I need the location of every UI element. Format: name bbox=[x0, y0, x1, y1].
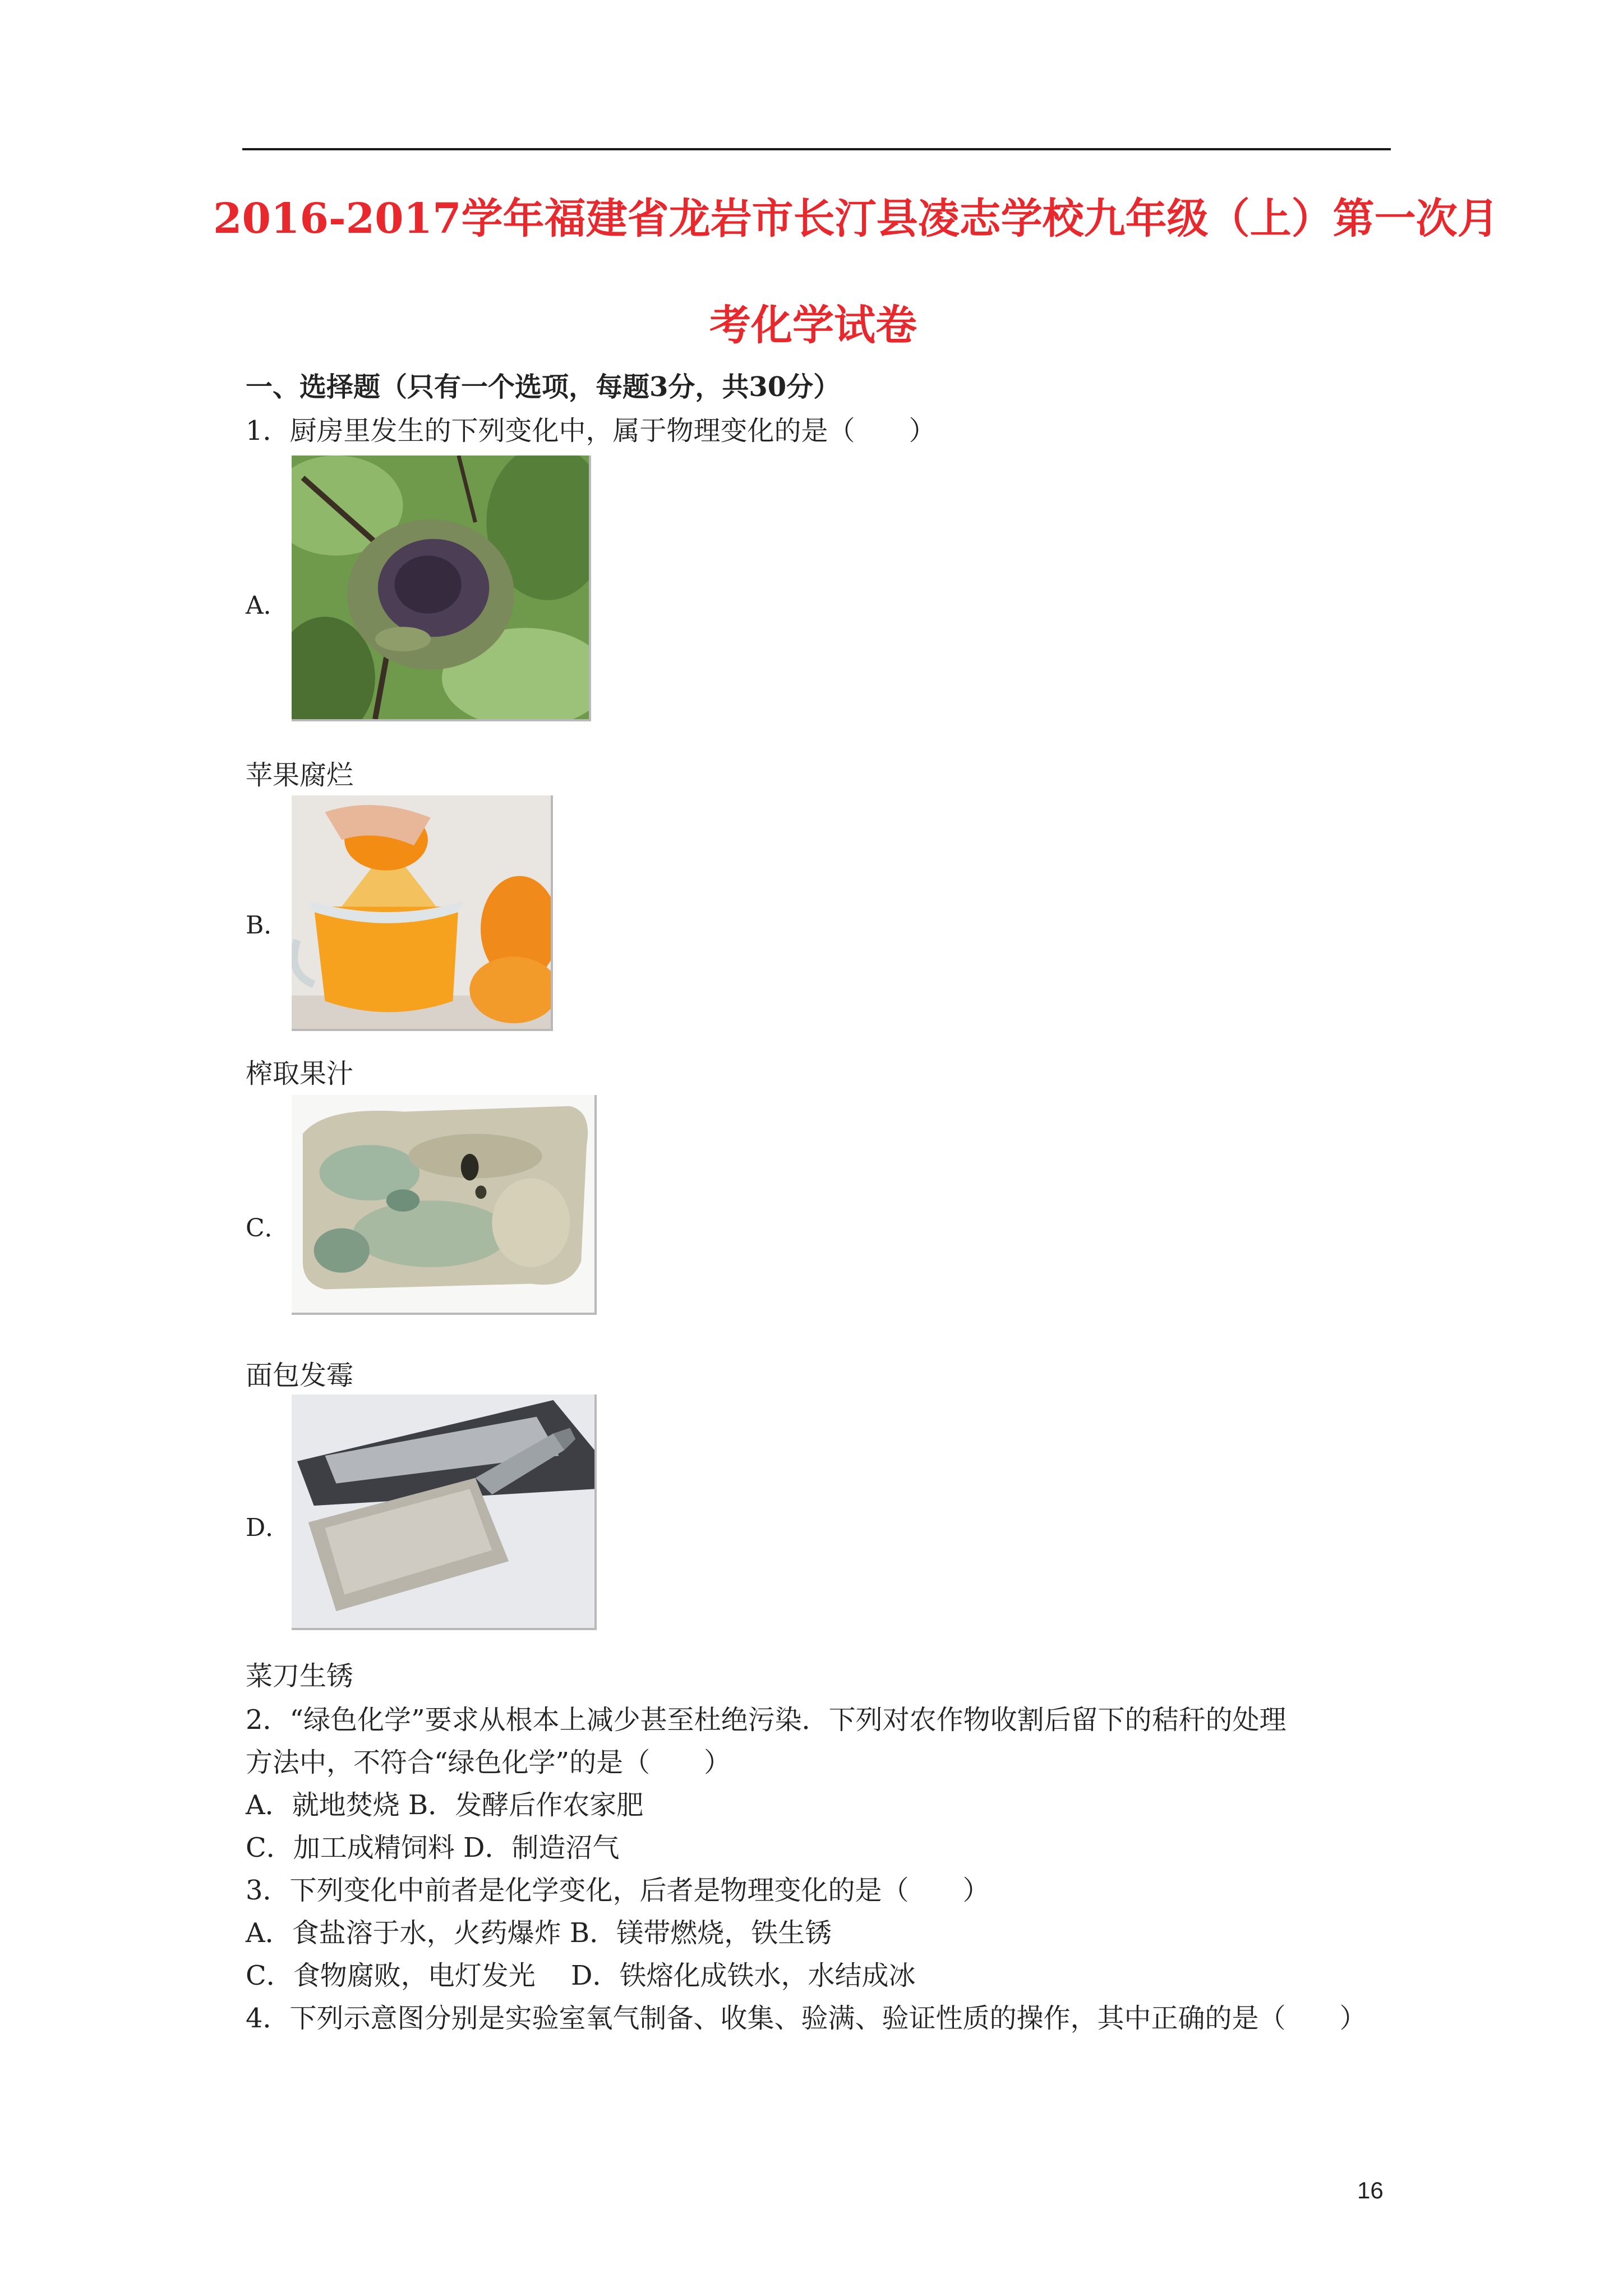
question-3-options-line1: A．食盐溶于水，火药爆炸 B．镁带燃烧，铁生锈 bbox=[246, 1917, 832, 1949]
q1-option-a-label: A． bbox=[246, 591, 288, 620]
question-2-options-line2: C．加工成精饲料 D．制造沼气 bbox=[246, 1832, 620, 1864]
q1-option-d-caption: 菜刀生锈 bbox=[246, 1660, 354, 1692]
kitchen-knife-image bbox=[292, 1395, 597, 1630]
question-2-stem-line2: 方法中，不符合“绿色化学”的是（ ） bbox=[246, 1747, 731, 1778]
header-rule bbox=[242, 148, 1391, 150]
question-1-stem: 1．厨房里发生的下列变化中，属于物理变化的是（ ） bbox=[246, 415, 936, 447]
question-3-options-line2: C．食物腐败，电灯发光 D．铁熔化成铁水，水结成冰 bbox=[246, 1960, 916, 1991]
rotten-apple-image bbox=[292, 455, 591, 721]
q1-option-c-label: C． bbox=[246, 1214, 289, 1243]
q1-option-c-caption: 面包发霉 bbox=[246, 1360, 354, 1391]
section-heading: 一、选择题（只有一个选项，每题3分，共30分） bbox=[246, 371, 841, 403]
q1-option-d-label: D． bbox=[246, 1513, 291, 1542]
question-4-stem: 4．下列示意图分别是实验室氧气制备、收集、验满、验证性质的操作，其中正确的是（ ） bbox=[246, 2003, 1367, 2034]
exam-title-line2: 考化学试卷 bbox=[709, 301, 917, 349]
question-2-stem-line1: 2．“绿色化学”要求从根本上减少甚至杜绝污染．下列对农作物收割后留下的秸秆的处理 bbox=[246, 1704, 1287, 1736]
page-number: 16 bbox=[1357, 2177, 1384, 2203]
exam-title-line1: 2016-2017学年福建省龙岩市长汀县凌志学校九年级（上）第一次月 bbox=[213, 195, 1499, 243]
q1-option-b-label: B． bbox=[246, 911, 289, 940]
question-2-options-line1: A．就地焚烧 B．发酵后作农家肥 bbox=[246, 1789, 644, 1821]
juicing-orange-image bbox=[292, 795, 553, 1031]
question-3-stem: 3．下列变化中前者是化学变化，后者是物理变化的是（ ） bbox=[246, 1875, 990, 1906]
q1-option-b-caption: 榨取果汁 bbox=[246, 1058, 354, 1089]
q1-option-a-caption: 苹果腐烂 bbox=[246, 760, 354, 791]
moldy-bread-image bbox=[292, 1095, 597, 1315]
